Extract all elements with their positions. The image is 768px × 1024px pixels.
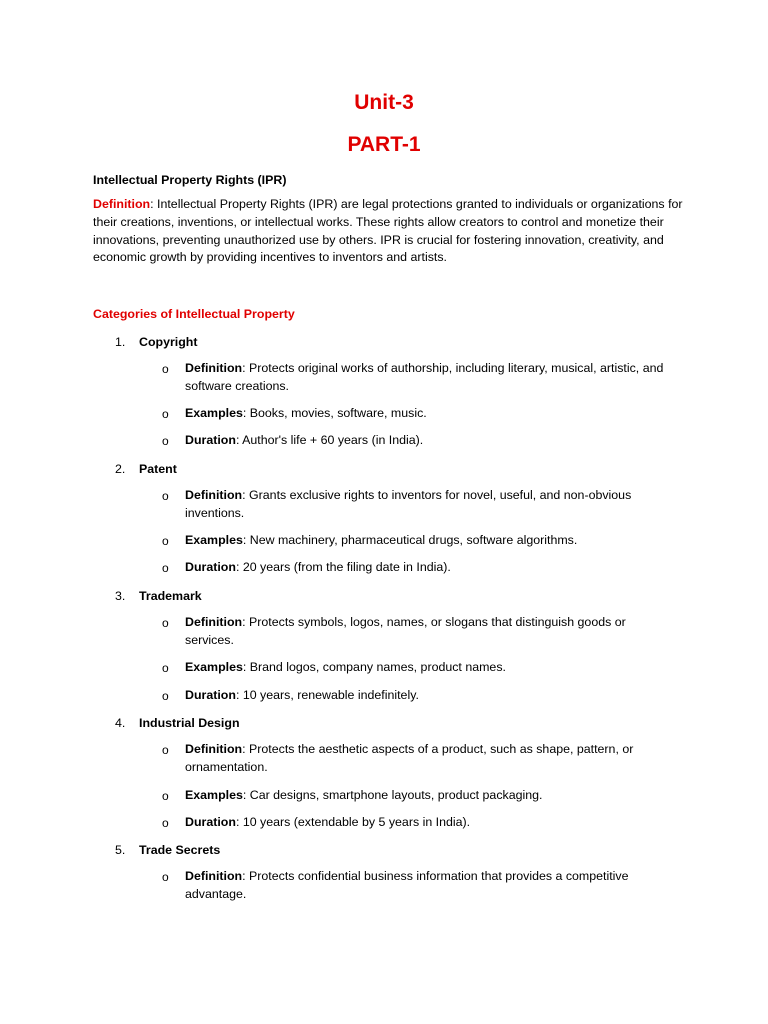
sub-bullet-text [185,432,675,450]
category-number: 2. [115,462,126,476]
category-number: 3. [115,589,126,603]
sub-bullet-label: Duration [185,433,236,447]
bullet-circle-icon: o [162,489,169,503]
intro-definition-label: Definition [93,197,151,211]
sub-bullet-body: : Grants exclusive rights to inventors for novel, useful, and non-obvious inventions. [185,488,632,520]
sub-bullet-text [185,532,675,550]
sub-bullet-label: Duration [185,688,236,702]
bullet-circle-icon: o [162,661,169,675]
sub-bullet-body: : Author's life + 60 years (in India). [235,433,424,447]
bullet-circle-icon: o [162,434,169,448]
sub-bullet-label: Definition [185,742,243,756]
bullet-circle-icon: o [162,743,169,757]
sub-bullet-body: : Protects confidential business information that provides a competitive advantage. [185,869,629,901]
sub-bullet-body: : 20 years (from the filing date in India). [235,560,451,574]
bullet-circle-icon: o [162,816,169,830]
sub-bullet-text [185,360,675,396]
sub-bullet-text [185,405,675,423]
category-name: Industrial Design [139,716,240,730]
sub-bullet-label: Definition [185,615,243,629]
sub-bullet-text [185,787,675,805]
sub-bullet-text [185,814,675,832]
section-heading: Intellectual Property Rights (IPR) [93,173,287,187]
sub-bullet-label: Examples [185,406,243,420]
categories-heading: Categories of Intellectual Property [93,307,295,321]
sub-bullet-body: : 10 years (extendable by 5 years in India). [235,815,471,829]
sub-bullet-text [185,559,675,577]
sub-bullet-label: Definition [185,488,243,502]
sub-bullet-text [185,659,675,677]
category-number: 4. [115,716,126,730]
sub-bullet-text [185,868,675,904]
bullet-circle-icon: o [162,789,169,803]
sub-bullet-body: : New machinery, pharmaceutical drugs, software algorithms. [242,533,578,547]
bullet-circle-icon: o [162,362,169,376]
sub-bullet-label: Duration [185,815,236,829]
sub-bullet-body: : Books, movies, software, music. [242,406,427,420]
bullet-circle-icon: o [162,870,169,884]
sub-bullet-text [185,487,675,523]
sub-bullet-body: : 10 years, renewable indefinitely. [235,688,419,702]
category-number: 1. [115,335,126,349]
intro-definition-paragraph [93,196,683,267]
sub-bullet-text [185,741,675,777]
part-title: PART-1 [347,133,421,156]
category-number: 5. [115,843,126,857]
category-name: Trade Secrets [139,843,221,857]
intro-definition-colon: : [150,197,154,211]
sub-bullet-label: Examples [185,533,243,547]
sub-bullet-text [185,687,675,705]
bullet-circle-icon: o [162,616,169,630]
sub-bullet-body: : Protects the aesthetic aspects of a product, such as shape, pattern, or ornamentation. [185,742,634,774]
unit-title: Unit-3 [354,91,414,114]
bullet-circle-icon: o [162,407,169,421]
sub-bullet-text [185,614,675,650]
sub-bullet-body: : Protects original works of authorship, including literary, musical, artistic, and software creations. [185,361,664,393]
sub-bullet-label: Definition [185,869,243,883]
sub-bullet-body: : Car designs, smartphone layouts, product packaging. [242,788,543,802]
sub-bullet-label: Examples [185,788,243,802]
bullet-circle-icon: o [162,561,169,575]
sub-bullet-label: Duration [185,560,236,574]
category-name: Copyright [139,335,198,349]
sub-bullet-label: Examples [185,660,243,674]
category-name: Trademark [139,589,202,603]
bullet-circle-icon: o [162,534,169,548]
sub-bullet-label: Definition [185,361,243,375]
sub-bullet-body: : Protects symbols, logos, names, or slogans that distinguish goods or services. [185,615,626,647]
bullet-circle-icon: o [162,689,169,703]
category-name: Patent [139,462,177,476]
intro-definition-text: Intellectual Property Rights (IPR) are legal protections granted to individuals or organizations for their creations, inventions, or intellectual works. These rights allow creators to control and monetize their innovations, preventing unauthorized use by others. IPR is crucial for fostering innovation, creativity, and economic growth by providing incentives to inventors and artists. [93,197,683,265]
sub-bullet-body: : Brand logos, company names, product names. [242,660,506,674]
